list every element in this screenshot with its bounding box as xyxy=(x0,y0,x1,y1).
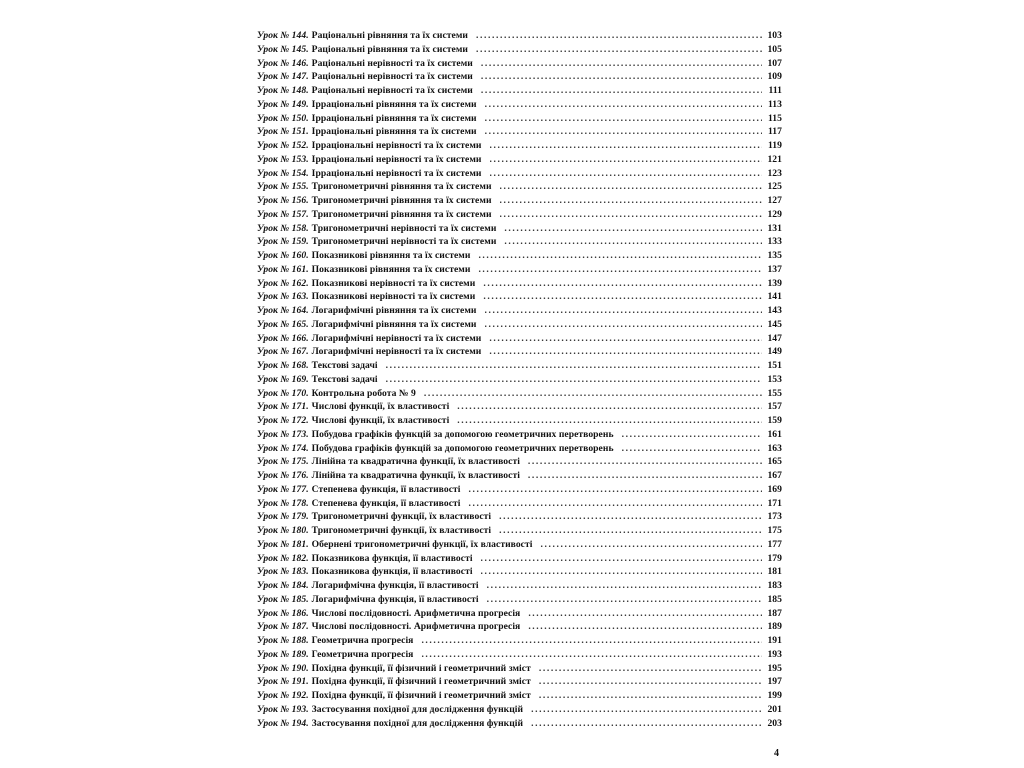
toc-entry xyxy=(257,222,782,236)
toc-lesson-number: Урок № 157. xyxy=(257,208,309,220)
toc-page-ref: 151 xyxy=(767,360,782,371)
toc-lesson-title: Показникова функція, її властивості xyxy=(311,552,473,564)
toc-lesson-number: Урок № 194. xyxy=(257,717,309,729)
toc-dot-leader xyxy=(421,648,762,662)
toc-lesson-title: Раціональні рівняння та їх системи xyxy=(311,43,468,55)
toc-entry xyxy=(257,249,782,263)
toc-lesson-number: Урок № 145. xyxy=(257,43,309,55)
toc-page-ref: 163 xyxy=(767,442,782,454)
toc-dot-leader xyxy=(485,112,762,126)
toc-lesson-number: Урок № 156. xyxy=(257,195,309,206)
toc-dot-leader xyxy=(499,510,762,524)
toc-page-ref: 157 xyxy=(767,401,782,413)
toc-dot-leader xyxy=(622,442,762,456)
toc-dot-leader xyxy=(490,153,762,167)
toc-page-ref: 201 xyxy=(767,703,782,715)
toc-page-ref: 121 xyxy=(767,153,782,165)
toc-lesson-number: Урок № 154. xyxy=(257,167,309,179)
toc-entry xyxy=(257,43,782,57)
toc-dot-leader xyxy=(483,290,762,304)
toc-entry xyxy=(257,428,782,442)
toc-lesson-title: Показникові нерівності та їх системи xyxy=(311,291,476,303)
toc-page-ref: 153 xyxy=(767,373,782,385)
toc-entry xyxy=(257,387,782,401)
toc-dot-leader xyxy=(485,318,763,332)
toc-page-ref: 155 xyxy=(767,387,782,399)
toc-entry xyxy=(257,497,782,511)
toc-page-ref: 129 xyxy=(767,208,782,220)
toc-page-ref: 137 xyxy=(767,263,782,275)
toc-lesson-number: Урок № 173. xyxy=(257,428,309,440)
toc-lesson-title: Геометрична прогресія xyxy=(311,648,414,660)
toc-lesson-title: Ірраціональні нерівності та їх системи xyxy=(311,140,482,151)
toc-entry xyxy=(257,689,782,703)
toc-lesson-number: Урок № 176. xyxy=(257,470,309,481)
toc-lesson-title: Тригонометричні функції, їх властивості xyxy=(311,511,492,523)
toc-dot-leader xyxy=(485,125,762,139)
toc-lesson-number: Урок № 174. xyxy=(257,442,309,454)
toc-page-ref: 123 xyxy=(767,167,782,179)
toc-lesson-title: Текстові задачі xyxy=(311,373,378,385)
toc-entry xyxy=(257,180,782,194)
toc-entry xyxy=(257,29,782,43)
toc-page-ref: 173 xyxy=(767,511,782,523)
toc-page-ref: 177 xyxy=(767,538,782,550)
toc-lesson-number: Урок № 170. xyxy=(257,387,309,399)
toc-entry xyxy=(257,167,782,181)
toc-page-ref: 125 xyxy=(767,181,782,193)
toc-dot-leader xyxy=(528,455,762,469)
toc-lesson-number: Урок № 182. xyxy=(257,552,309,564)
toc-entry xyxy=(257,208,782,222)
toc-lesson-number: Урок № 181. xyxy=(257,538,309,550)
toc-entry xyxy=(257,139,782,153)
toc-page-ref: 175 xyxy=(767,525,782,536)
toc-entry xyxy=(257,263,782,277)
toc-entry xyxy=(257,552,782,566)
toc-dot-leader xyxy=(481,565,762,579)
toc-lesson-title: Похідна функції, її фізичний і геометричний зміст xyxy=(311,690,531,701)
toc-dot-leader xyxy=(528,469,762,483)
page-number: 4 xyxy=(774,748,779,759)
toc-lesson-title: Степенева функція, її властивості xyxy=(311,483,461,495)
toc-lesson-number: Урок № 152. xyxy=(257,140,309,151)
toc-dot-leader xyxy=(481,57,762,71)
toc-lesson-title: Показникові нерівності та їх системи xyxy=(311,277,476,289)
toc-lesson-title: Раціональні нерівності та їх системи xyxy=(311,85,473,96)
toc-entry xyxy=(257,593,782,607)
toc-entry xyxy=(257,579,782,593)
toc-lesson-number: Урок № 146. xyxy=(257,57,309,69)
toc-entry xyxy=(257,373,782,387)
toc-lesson-number: Урок № 162. xyxy=(257,277,309,289)
toc-entry xyxy=(257,112,782,126)
toc-page-ref: 141 xyxy=(767,291,782,303)
toc-dot-leader xyxy=(500,180,762,194)
toc-entry xyxy=(257,675,782,689)
toc-lesson-number: Урок № 155. xyxy=(257,181,309,193)
toc-dot-leader xyxy=(457,400,762,414)
toc-lesson-title: Текстові задачі xyxy=(311,360,378,371)
toc-lesson-title: Контрольна робота № 9 xyxy=(311,387,416,399)
toc-lesson-title: Раціональні нерівності та їх системи xyxy=(311,57,473,69)
toc-lesson-title: Тригонометричні нерівності та їх системи xyxy=(311,222,497,234)
toc-entry xyxy=(257,57,782,71)
toc-lesson-number: Урок № 184. xyxy=(257,580,309,591)
toc-page-ref: 119 xyxy=(767,140,782,151)
toc-dot-leader xyxy=(528,620,762,634)
toc-page-ref: 115 xyxy=(767,112,782,124)
toc-entry xyxy=(257,304,782,318)
toc-dot-leader xyxy=(499,524,762,538)
toc-page-ref: 191 xyxy=(767,635,782,646)
toc-lesson-number: Урок № 163. xyxy=(257,291,309,303)
toc-page-ref: 189 xyxy=(767,621,782,633)
toc-page-ref: 197 xyxy=(767,676,782,688)
toc-lesson-number: Урок № 191. xyxy=(257,676,309,688)
toc-lesson-number: Урок № 180. xyxy=(257,525,309,536)
toc-page-ref: 127 xyxy=(767,195,782,206)
toc-dot-leader xyxy=(489,345,762,359)
toc-dot-leader xyxy=(531,717,762,731)
toc-lesson-number: Урок № 192. xyxy=(257,690,309,701)
toc-dot-leader xyxy=(476,29,762,43)
toc-lesson-number: Урок № 151. xyxy=(257,126,309,138)
toc-entry xyxy=(257,662,782,676)
toc-lesson-number: Урок № 158. xyxy=(257,222,309,234)
toc-dot-leader xyxy=(490,139,762,153)
toc-page-ref: 183 xyxy=(767,580,782,591)
toc-page-ref: 181 xyxy=(767,566,782,578)
toc-dot-leader xyxy=(476,43,762,57)
toc-dot-leader xyxy=(489,332,762,346)
toc-page-ref: 187 xyxy=(767,607,782,619)
toc-dot-leader xyxy=(485,304,763,318)
toc-lesson-title: Логарифмічна функція, її властивості xyxy=(311,593,479,605)
toc-entry xyxy=(257,620,782,634)
toc-entry xyxy=(257,510,782,524)
toc-entry xyxy=(257,345,782,359)
toc-page-ref: 165 xyxy=(767,456,782,468)
toc-dot-leader xyxy=(528,607,762,621)
toc-lesson-title: Лінійна та квадратична функції, їх властивості xyxy=(311,456,520,468)
toc-entry xyxy=(257,70,782,84)
toc-entry xyxy=(257,469,782,483)
toc-lesson-number: Урок № 179. xyxy=(257,511,309,523)
toc-dot-leader xyxy=(487,593,762,607)
toc-lesson-number: Урок № 164. xyxy=(257,305,309,316)
toc-lesson-number: Урок № 187. xyxy=(257,621,309,633)
toc-lesson-title: Показникові рівняння та їх системи xyxy=(311,250,471,261)
toc-lesson-title: Побудова графіків функцій за допомогою геометричних перетворень xyxy=(311,442,614,454)
toc-lesson-title: Обернені тригонометричні функції, їх властивості xyxy=(311,538,533,550)
toc-lesson-title: Тригонометричні функції, їх властивості xyxy=(311,525,492,536)
toc-entry xyxy=(257,524,782,538)
toc-lesson-number: Урок № 183. xyxy=(257,566,309,578)
toc-entry xyxy=(257,414,782,428)
toc-lesson-title: Ірраціональні нерівності та їх системи xyxy=(311,153,482,165)
toc-entry xyxy=(257,84,782,98)
toc-lesson-title: Числові послідовності. Арифметична прогресія xyxy=(311,621,521,633)
toc-lesson-number: Урок № 185. xyxy=(257,593,309,605)
toc-page-ref: 133 xyxy=(767,236,782,248)
toc-lesson-number: Урок № 159. xyxy=(257,236,309,248)
toc-entry xyxy=(257,607,782,621)
toc-page-ref: 171 xyxy=(767,497,782,509)
toc-entry xyxy=(257,359,782,373)
toc-entry xyxy=(257,400,782,414)
toc-dot-leader xyxy=(481,552,762,566)
toc-lesson-title: Застосування похідної для дослідження функцій xyxy=(311,717,524,729)
toc-lesson-number: Урок № 150. xyxy=(257,112,309,124)
toc-lesson-title: Показникова функція, її властивості xyxy=(311,566,473,578)
toc-dot-leader xyxy=(539,675,762,689)
table-of-contents xyxy=(257,29,782,730)
toc-page-ref: 195 xyxy=(767,662,782,674)
toc-page-ref: 111 xyxy=(768,85,782,96)
toc-dot-leader xyxy=(500,194,762,208)
toc-dot-leader xyxy=(478,263,762,277)
toc-entry xyxy=(257,717,782,731)
toc-lesson-title: Похідна функції, її фізичний і геометричний зміст xyxy=(311,676,531,688)
toc-page-ref: 103 xyxy=(767,30,782,41)
toc-page-ref: 145 xyxy=(767,318,782,330)
toc-entry xyxy=(257,332,782,346)
toc-entry xyxy=(257,98,782,112)
toc-dot-leader xyxy=(386,359,762,373)
toc-page-ref: 117 xyxy=(767,126,782,138)
toc-page-ref: 135 xyxy=(767,250,782,261)
toc-dot-leader xyxy=(531,703,762,717)
toc-page-ref: 143 xyxy=(767,305,782,316)
toc-lesson-title: Тригонометричні рівняння та їх системи xyxy=(311,181,492,193)
toc-entry xyxy=(257,648,782,662)
toc-page-ref: 167 xyxy=(767,470,782,481)
toc-lesson-title: Числові послідовності. Арифметична прогресія xyxy=(311,607,521,619)
toc-page-ref: 203 xyxy=(767,717,782,729)
toc-lesson-title: Числові функції, їх властивості xyxy=(311,401,450,413)
toc-dot-leader xyxy=(478,249,762,263)
toc-lesson-number: Урок № 165. xyxy=(257,318,309,330)
toc-lesson-title: Логарифмічна функція, її властивості xyxy=(311,580,479,591)
toc-lesson-number: Урок № 167. xyxy=(257,346,309,358)
toc-lesson-number: Урок № 172. xyxy=(257,415,309,426)
toc-lesson-title: Раціональні нерівності та їх системи xyxy=(311,71,473,83)
toc-page-ref: 105 xyxy=(767,43,782,55)
toc-lesson-number: Урок № 190. xyxy=(257,662,309,674)
toc-page-ref: 113 xyxy=(767,98,782,110)
toc-lesson-number: Урок № 160. xyxy=(257,250,309,261)
toc-lesson-title: Ірраціональні рівняння та їх системи xyxy=(311,126,477,138)
toc-lesson-title: Тригонометричні рівняння та їх системи xyxy=(311,208,492,220)
toc-lesson-title: Ірраціональні нерівності та їх системи xyxy=(311,167,482,179)
toc-dot-leader xyxy=(504,222,762,236)
toc-lesson-number: Урок № 147. xyxy=(257,71,309,83)
toc-lesson-title: Ірраціональні рівняння та їх системи xyxy=(311,98,477,110)
toc-lesson-number: Урок № 153. xyxy=(257,153,309,165)
toc-lesson-number: Урок № 161. xyxy=(257,263,309,275)
toc-lesson-number: Урок № 178. xyxy=(257,497,309,509)
toc-lesson-number: Урок № 171. xyxy=(257,401,309,413)
toc-lesson-number: Урок № 193. xyxy=(257,703,309,715)
toc-lesson-number: Урок № 166. xyxy=(257,332,309,344)
toc-dot-leader xyxy=(483,277,762,291)
toc-lesson-title: Ірраціональні рівняння та їх системи xyxy=(311,112,477,124)
toc-lesson-title: Тригонометричні рівняння та їх системи xyxy=(311,195,492,206)
toc-lesson-title: Похідна функції, її фізичний і геометричний зміст xyxy=(311,662,531,674)
toc-lesson-number: Урок № 189. xyxy=(257,648,309,660)
toc-lesson-number: Урок № 148. xyxy=(257,85,309,96)
toc-lesson-title: Побудова графіків функцій за допомогою геометричних перетворень xyxy=(311,428,614,440)
toc-page-ref: 107 xyxy=(767,57,782,69)
toc-dot-leader xyxy=(487,579,762,593)
toc-lesson-title: Логарифмічні рівняння та їх системи xyxy=(311,318,477,330)
toc-dot-leader xyxy=(468,497,762,511)
toc-lesson-number: Урок № 169. xyxy=(257,373,309,385)
toc-dot-leader xyxy=(481,70,762,84)
toc-entry xyxy=(257,483,782,497)
toc-entry xyxy=(257,235,782,249)
toc-lesson-title: Тригонометричні нерівності та їх системи xyxy=(311,236,497,248)
toc-lesson-number: Урок № 175. xyxy=(257,456,309,468)
toc-entry xyxy=(257,290,782,304)
toc-lesson-title: Степенева функція, її властивості xyxy=(311,497,461,509)
toc-page-ref: 159 xyxy=(767,415,782,426)
toc-page-ref: 131 xyxy=(767,222,782,234)
toc-lesson-number: Урок № 188. xyxy=(257,635,309,646)
toc-dot-leader xyxy=(424,387,762,401)
toc-lesson-title: Раціональні рівняння та їх системи xyxy=(311,30,468,41)
toc-lesson-title: Геометрична прогресія xyxy=(311,635,414,646)
toc-entry xyxy=(257,455,782,469)
toc-entry xyxy=(257,538,782,552)
toc-lesson-title: Логарифмічні нерівності та їх системи xyxy=(311,346,482,358)
toc-page-ref: 169 xyxy=(767,483,782,495)
toc-page-ref: 161 xyxy=(767,428,782,440)
toc-dot-leader xyxy=(539,662,762,676)
toc-entry xyxy=(257,194,782,208)
toc-page-ref: 179 xyxy=(767,552,782,564)
toc-page-ref: 147 xyxy=(767,332,782,344)
toc-page-ref: 199 xyxy=(767,690,782,701)
toc-dot-leader xyxy=(504,235,762,249)
toc-lesson-number: Урок № 144. xyxy=(257,30,309,41)
toc-dot-leader xyxy=(457,414,762,428)
toc-lesson-title: Логарифмічні нерівності та їх системи xyxy=(311,332,482,344)
toc-lesson-number: Урок № 168. xyxy=(257,360,309,371)
toc-page-ref: 109 xyxy=(767,71,782,83)
toc-lesson-title: Показникові рівняння та їх системи xyxy=(311,263,471,275)
toc-lesson-number: Урок № 186. xyxy=(257,607,309,619)
toc-dot-leader xyxy=(481,84,762,98)
toc-entry xyxy=(257,125,782,139)
toc-dot-leader xyxy=(485,98,762,112)
toc-entry xyxy=(257,442,782,456)
toc-entry xyxy=(257,703,782,717)
toc-entry xyxy=(257,277,782,291)
toc-lesson-number: Урок № 177. xyxy=(257,483,309,495)
toc-lesson-number: Урок № 149. xyxy=(257,98,309,110)
toc-dot-leader xyxy=(386,373,762,387)
toc-dot-leader xyxy=(468,483,762,497)
toc-page-ref: 139 xyxy=(767,277,782,289)
toc-page-ref: 193 xyxy=(767,648,782,660)
toc-entry xyxy=(257,318,782,332)
toc-lesson-title: Числові функції, їх властивості xyxy=(311,415,450,426)
toc-entry xyxy=(257,565,782,579)
toc-lesson-title: Логарифмічні рівняння та їх системи xyxy=(311,305,477,316)
toc-page-ref: 149 xyxy=(767,346,782,358)
toc-lesson-title: Застосування похідної для дослідження функцій xyxy=(311,703,524,715)
toc-dot-leader xyxy=(540,538,762,552)
toc-dot-leader xyxy=(622,428,762,442)
toc-page-ref: 185 xyxy=(767,593,782,605)
toc-lesson-title: Лінійна та квадратична функції, їх властивості xyxy=(311,470,520,481)
toc-entry xyxy=(257,634,782,648)
toc-dot-leader xyxy=(421,634,762,648)
toc-entry xyxy=(257,153,782,167)
toc-dot-leader xyxy=(490,167,762,181)
toc-dot-leader xyxy=(539,689,762,703)
toc-dot-leader xyxy=(500,208,762,222)
